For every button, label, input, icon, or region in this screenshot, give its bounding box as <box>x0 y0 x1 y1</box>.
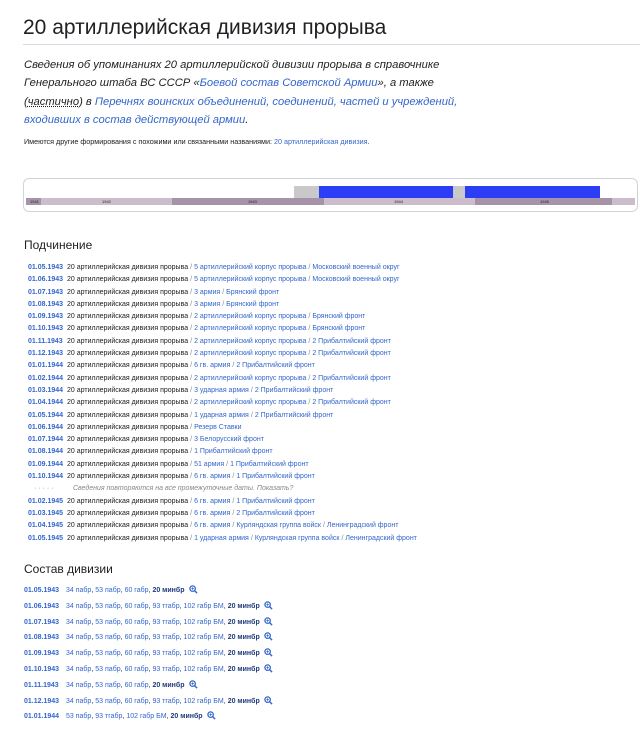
subordination-path-link[interactable]: 6 гв. армия <box>194 522 231 530</box>
division-name: 20 артиллерийская дивизия прорыва <box>67 522 189 530</box>
unit-link[interactable]: 20 минбр <box>227 634 260 642</box>
division-name: 20 артиллерийская дивизия прорыва <box>67 436 189 444</box>
unit-link[interactable]: 60 габр <box>124 665 149 673</box>
path-separator: / <box>190 386 193 394</box>
subordination-date-link[interactable]: 01.03.1945 <box>28 509 64 517</box>
unit-separator: , <box>148 650 151 658</box>
subordination-row <box>28 446 628 458</box>
subordination-row <box>28 323 628 335</box>
path-separator: / <box>190 288 193 296</box>
unit-separator: , <box>179 650 182 658</box>
subordination-date-link[interactable]: 01.04.1945 <box>28 522 64 530</box>
path-separator: / <box>322 522 325 530</box>
path-separator: / <box>232 497 235 505</box>
composition-row <box>24 599 624 615</box>
path-separator: / <box>232 522 235 530</box>
subordination-path-link[interactable]: Ленинградский фронт <box>345 534 417 542</box>
subordination-row <box>28 336 628 348</box>
unit-separator: , <box>179 618 182 626</box>
path-separator: / <box>222 300 225 308</box>
path-separator: / <box>308 313 311 321</box>
subordination-row <box>28 434 628 446</box>
unit-link[interactable]: 53 пабр <box>95 634 121 642</box>
unit-separator: , <box>148 618 151 626</box>
path-separator: / <box>308 325 311 333</box>
related-formations-note <box>24 137 370 146</box>
unit-separator: , <box>166 713 169 721</box>
subordination-date-link[interactable]: 01.11.1943 <box>28 337 63 345</box>
subordination-path-link[interactable]: Московский военный округ <box>312 264 400 271</box>
subordination-date-link[interactable]: 01.05.1943 <box>28 264 64 271</box>
unit-separator: , <box>179 697 182 705</box>
timeline-year-label: 1943 <box>248 199 257 204</box>
unit-separator: , <box>179 634 182 642</box>
subordination-date-link[interactable]: 01.10.1944 <box>28 473 64 481</box>
division-name: 20 артиллерийская дивизия прорыва <box>67 276 189 284</box>
subordination-path-link[interactable]: Брянский фронт <box>226 300 280 308</box>
related-note-text: Имеются другие формирования с похожими или связанными названиями: <box>24 137 274 146</box>
unit-link[interactable]: 53 пабр <box>66 713 92 721</box>
division-name: 20 артиллерийская дивизия прорыва <box>67 534 189 542</box>
composition-date-link[interactable]: 01.09.1943 <box>24 650 60 658</box>
division-name: 20 артиллерийская дивизия прорыва <box>67 288 189 296</box>
path-separator: / <box>232 362 235 370</box>
unit-link[interactable]: 93 тгабр <box>152 650 180 658</box>
unit-link[interactable]: 20 минбр <box>227 650 260 658</box>
division-name: 20 артиллерийская дивизия прорыва <box>67 411 189 419</box>
subordination-path-link[interactable]: Ленинградский фронт <box>326 522 399 530</box>
zoom-icon[interactable] <box>264 664 273 673</box>
subordination-row <box>28 373 628 385</box>
unit-separator: , <box>91 587 94 594</box>
subordination-row <box>28 520 628 532</box>
subordination-path-link[interactable]: 1 Прибалтийский фронт <box>236 497 315 505</box>
timeline-inactive-segment <box>294 186 319 198</box>
subordination-path-link[interactable]: 1 ударная армия <box>194 534 249 542</box>
unit-separator: , <box>120 665 123 673</box>
subordination-path-link[interactable]: 2 Прибалтийский фронт <box>236 509 315 517</box>
subordination-path-link[interactable]: Резерв Ставки <box>194 423 242 431</box>
composition-date-link[interactable]: 01.01.1944 <box>24 713 60 721</box>
subordination-row <box>28 348 628 360</box>
unit-separator: , <box>120 602 123 610</box>
unit-separator: , <box>179 665 182 673</box>
unit-link[interactable]: 102 габр БМ <box>126 713 167 721</box>
division-name: 20 артиллерийская дивизия прорыва <box>67 399 189 407</box>
unit-link[interactable]: 102 габр БМ <box>183 634 224 642</box>
path-separator: / <box>190 509 193 517</box>
path-separator: / <box>190 522 193 530</box>
division-name: 20 артиллерийская дивизия прорыва <box>67 423 189 431</box>
unit-link[interactable]: 102 габр БМ <box>183 697 224 705</box>
intro-text-1: Сведения об упоминаниях 20 артиллерийской дивизии прорыва в справочнике Генерального штаба ВС СССР « <box>24 59 440 90</box>
subordination-date-link[interactable]: 01.08.1943 <box>28 300 64 308</box>
path-separator: / <box>232 473 235 481</box>
zoom-icon[interactable] <box>207 711 216 720</box>
path-separator: / <box>250 386 253 394</box>
subordination-path-link[interactable]: 2 Прибалтийский фронт <box>312 350 391 358</box>
zoom-icon[interactable] <box>189 680 198 689</box>
path-separator: / <box>190 497 193 505</box>
division-name: 20 артиллерийская дивизия прорыва <box>67 473 189 481</box>
path-separator: / <box>308 337 311 345</box>
path-separator: / <box>190 399 193 407</box>
unit-separator: , <box>179 602 182 610</box>
subordination-path-link[interactable]: 2 Прибалтийский фронт <box>312 399 391 407</box>
zoom-icon[interactable] <box>264 696 273 705</box>
path-separator: / <box>190 534 193 542</box>
subordination-path-link[interactable]: 51 армия <box>194 460 225 468</box>
timeline-inactive-gap <box>453 186 465 198</box>
division-name: 20 артиллерийская дивизия прорыва <box>67 325 189 333</box>
subordination-path-link[interactable]: 2 Прибалтийский фронт <box>254 386 334 394</box>
subordination-path-link[interactable]: 2 Прибалтийский фронт <box>254 411 334 419</box>
path-separator: / <box>190 276 193 284</box>
subordination-path-link[interactable]: 5 артиллерийский корпус прорыва <box>194 276 307 284</box>
unit-separator: , <box>120 650 123 658</box>
partial-note[interactable]: частично <box>27 95 80 108</box>
subordination-row <box>28 410 628 422</box>
division-name: 20 артиллерийская дивизия прорыва <box>67 374 189 382</box>
composition-date-link[interactable]: 01.07.1943 <box>24 618 60 626</box>
unit-link[interactable]: 34 пабр <box>66 618 92 626</box>
timeline-year-label: 1945 <box>540 199 549 204</box>
subordination-path-link[interactable]: 2 артиллерийский корпус прорыва <box>194 325 307 333</box>
timeline-year-label: 1941 <box>30 199 39 204</box>
subordination-path-link[interactable]: Курляндская группа войск <box>254 534 340 542</box>
page-title: 20 артиллерийская дивизия прорыва <box>23 16 387 39</box>
path-separator: / <box>190 448 193 456</box>
unit-link[interactable]: 20 минбр <box>170 713 203 721</box>
subordination-row <box>28 471 628 483</box>
unit-separator: , <box>223 618 226 626</box>
unit-link[interactable]: 93 тгабр <box>152 634 180 642</box>
unit-link[interactable]: 34 пабр <box>66 634 92 642</box>
subordination-row <box>28 360 628 372</box>
subordination-date-link[interactable]: 01.03.1944 <box>28 386 64 394</box>
unit-separator: , <box>122 713 125 721</box>
path-separator: / <box>190 264 193 271</box>
composition-row <box>24 694 624 710</box>
unit-link[interactable]: 53 пабр <box>95 681 121 689</box>
unit-link[interactable]: 20 минбр <box>152 587 185 594</box>
composition-date-link[interactable]: 01.10.1943 <box>24 665 60 673</box>
unit-link[interactable]: 53 пабр <box>95 697 121 705</box>
unit-link[interactable]: 60 габр <box>124 681 149 689</box>
unit-link[interactable]: 34 пабр <box>66 697 92 705</box>
subordination-date-link[interactable]: 01.02.1944 <box>28 374 64 382</box>
composition-row <box>24 630 624 646</box>
zoom-icon[interactable] <box>264 601 273 610</box>
composition-row <box>24 678 624 694</box>
subordination-date-link[interactable]: 01.12.1943 <box>28 350 64 358</box>
unit-link[interactable]: 60 габр <box>124 650 149 658</box>
unit-separator: , <box>148 665 151 673</box>
unit-separator: , <box>148 634 151 642</box>
army-lists-link[interactable]: Перечнях воинских объединений, соединений, частей и учреждений, входивших в состав действующей армии <box>24 95 458 126</box>
zoom-icon[interactable] <box>189 585 198 594</box>
subordination-date-link[interactable]: 01.05.1945 <box>28 534 64 542</box>
subordination-date-link[interactable]: 01.02.1945 <box>28 497 64 505</box>
subordination-path-link[interactable]: 3 армия <box>194 288 221 296</box>
subordination-path-link[interactable]: 2 артиллерийский корпус прорыва <box>194 399 307 407</box>
unit-separator: , <box>223 602 226 610</box>
path-separator: / <box>190 411 193 419</box>
composition-date-link[interactable]: 01.06.1943 <box>24 602 60 610</box>
division-name: 20 артиллерийская дивизия прорыва <box>67 350 189 358</box>
related-formation-link[interactable]: 20 артиллерийская дивизия <box>273 137 368 146</box>
composition-row <box>24 662 624 678</box>
subordination-row <box>28 533 628 545</box>
unit-separator: , <box>91 681 94 689</box>
unit-link[interactable]: 20 минбр <box>227 697 260 705</box>
intro-text <box>24 56 464 129</box>
path-separator: / <box>308 399 311 407</box>
subordination-row <box>28 311 628 323</box>
unit-link[interactable]: 20 минбр <box>227 618 260 626</box>
unit-separator: , <box>120 697 123 705</box>
unit-link[interactable]: 102 габр БМ <box>183 618 224 626</box>
path-separator: / <box>308 350 311 358</box>
subordination-row <box>28 274 628 286</box>
unit-link[interactable]: 102 габр БМ <box>183 665 224 673</box>
path-separator: / <box>250 411 253 419</box>
subordination-path-link[interactable]: 1 Прибалтийский фронт <box>236 473 315 481</box>
unit-link[interactable]: 20 минбр <box>227 602 260 610</box>
subordination-path-link[interactable]: 1 Прибалтийский фронт <box>194 448 273 456</box>
unit-link[interactable]: 93 тгабр <box>95 713 123 721</box>
unit-separator: , <box>91 634 94 642</box>
composition-date-link[interactable]: 01.12.1943 <box>24 697 60 705</box>
service-timeline[interactable] <box>23 178 638 212</box>
combat-composition-link[interactable]: Боевой состав Советской Армии <box>199 77 378 90</box>
subordination-date-link[interactable]: 01.04.1944 <box>28 399 64 407</box>
subordination-path-link[interactable]: 3 армия <box>194 300 221 308</box>
composition-row <box>24 583 624 599</box>
unit-separator: , <box>120 634 123 642</box>
subordination-list <box>28 262 628 545</box>
unit-separator: , <box>91 697 94 705</box>
division-name: 20 артиллерийская дивизия прорыва <box>67 300 189 308</box>
unit-separator: , <box>148 602 151 610</box>
subordination-path-link[interactable]: Курляндская группа войск <box>236 522 321 530</box>
subordination-date-link[interactable]: 01.06.1943 <box>28 276 64 284</box>
path-separator: / <box>232 509 235 517</box>
unit-link[interactable]: 93 тгабр <box>152 697 180 705</box>
unit-link[interactable]: 53 пабр <box>95 587 121 594</box>
unit-separator: , <box>223 665 226 673</box>
subordination-date-link[interactable]: 01.08.1944 <box>28 448 64 456</box>
timeline-active-segment-2[interactable] <box>465 186 600 198</box>
unit-link[interactable]: 53 пабр <box>95 650 121 658</box>
composition-heading: Состав дивизии <box>24 562 113 576</box>
subordination-row <box>28 496 628 508</box>
subordination-path-link[interactable]: 1 ударная армия <box>194 411 249 419</box>
intro-text-3: ) в <box>79 95 95 108</box>
unit-link[interactable]: 102 габр БМ <box>183 650 224 658</box>
division-name: 20 артиллерийская дивизия прорыва <box>67 497 189 505</box>
path-separator: / <box>190 473 193 481</box>
unit-separator: , <box>148 587 151 594</box>
unit-separator: , <box>120 681 123 689</box>
subordination-path-link[interactable]: 2 Прибалтийский фронт <box>312 337 391 345</box>
composition-date-link[interactable]: 01.11.1943 <box>24 681 59 689</box>
division-name: 20 артиллерийская дивизия прорыва <box>67 460 189 468</box>
path-separator: / <box>190 423 193 431</box>
path-separator: / <box>190 436 193 444</box>
unit-separator: , <box>120 587 123 594</box>
unit-link[interactable]: 60 габр <box>124 602 149 610</box>
unit-separator: , <box>91 713 94 721</box>
unit-link[interactable]: 60 габр <box>124 618 149 626</box>
path-separator: / <box>190 350 193 358</box>
timeline-year-label: 1942 <box>102 199 111 204</box>
subordination-date-link[interactable]: 01.09.1943 <box>28 313 64 321</box>
unit-link[interactable]: 34 пабр <box>66 681 92 689</box>
path-separator: / <box>341 534 344 542</box>
path-separator: / <box>222 288 225 296</box>
intro-text-4: . <box>245 113 249 126</box>
subordination-path-link[interactable]: 2 артиллерийский корпус прорыва <box>194 350 307 358</box>
division-name: 20 артиллерийская дивизия прорыва <box>67 264 189 271</box>
title-divider <box>23 44 640 45</box>
subordination-path-link[interactable]: 2 артиллерийский корпус прорыва <box>194 313 307 321</box>
path-separator: / <box>226 460 229 468</box>
division-name: 20 артиллерийская дивизия прорыва <box>67 509 189 517</box>
subordination-date-link[interactable]: 01.01.1944 <box>28 362 64 370</box>
unit-link[interactable]: 34 пабр <box>66 665 92 673</box>
unit-link[interactable]: 20 минбр <box>152 681 185 689</box>
path-separator: / <box>190 337 193 345</box>
zoom-icon[interactable] <box>264 648 273 657</box>
subordination-path-link[interactable]: 3 ударная армия <box>194 386 249 394</box>
path-separator: / <box>308 276 311 284</box>
subordination-path-link[interactable]: 1 Прибалтийский фронт <box>230 460 309 468</box>
division-name: 20 артиллерийская дивизия прорыва <box>67 337 189 345</box>
unit-link[interactable]: 60 габр <box>124 587 149 594</box>
unit-separator: , <box>223 650 226 658</box>
subordination-path-link[interactable]: 6 гв. армия <box>194 473 231 481</box>
subordination-path-link[interactable]: Брянский фронт <box>226 288 280 296</box>
subordination-row <box>28 459 628 471</box>
subordination-date-link[interactable]: 01.07.1943 <box>28 288 64 296</box>
subordination-date-link[interactable]: 01.06.1944 <box>28 423 64 431</box>
collapsed-dots: · · · · · <box>34 485 54 493</box>
path-separator: / <box>190 325 193 333</box>
division-name: 20 артиллерийская дивизия прорыва <box>67 386 189 394</box>
subordination-row <box>28 299 628 311</box>
subordination-row <box>28 508 628 520</box>
subordination-row <box>28 397 628 409</box>
subordination-path-link[interactable]: 6 гв. армия <box>194 497 231 505</box>
path-separator: / <box>308 264 311 271</box>
unit-link[interactable]: 93 тгабр <box>152 602 180 610</box>
subordination-path-link[interactable]: 2 Прибалтийский фронт <box>236 362 315 370</box>
related-note-tail: . <box>367 137 370 146</box>
intro-text-2: », а также ( <box>24 77 434 108</box>
subordination-path-link[interactable]: Московский военный округ <box>312 276 400 284</box>
subordination-row <box>28 287 628 299</box>
division-name: 20 артиллерийская дивизия прорыва <box>67 362 189 370</box>
zoom-icon[interactable] <box>264 617 273 626</box>
unit-link[interactable]: 93 тгабр <box>152 618 180 626</box>
unit-link[interactable]: 60 габр <box>124 634 149 642</box>
unit-link[interactable]: 102 габр БМ <box>183 602 224 610</box>
timeline-year-label: 1944 <box>394 199 403 204</box>
unit-link[interactable]: 53 пабр <box>95 665 121 673</box>
zoom-icon[interactable] <box>264 632 273 641</box>
unit-separator: , <box>91 665 94 673</box>
unit-link[interactable]: 53 пабр <box>95 618 121 626</box>
timeline-active-segment-1[interactable] <box>319 186 453 198</box>
subordination-path-link[interactable]: 2 артиллерийский корпус прорыва <box>194 337 307 345</box>
subordination-date-link[interactable]: 01.09.1944 <box>28 460 64 468</box>
composition-row <box>24 646 624 662</box>
unit-separator: , <box>223 697 226 705</box>
subordination-heading: Подчинение <box>24 238 93 252</box>
path-separator: / <box>190 374 193 382</box>
unit-separator: , <box>91 618 94 626</box>
unit-separator: , <box>91 650 94 658</box>
division-name: 20 артиллерийская дивизия прорыва <box>67 448 189 456</box>
subordination-path-link[interactable]: Брянский фронт <box>312 325 366 333</box>
unit-link[interactable]: 60 габр <box>124 697 149 705</box>
path-separator: / <box>190 460 193 468</box>
unit-link[interactable]: 34 пабр <box>66 650 92 658</box>
unit-separator: , <box>148 697 151 705</box>
unit-separator: , <box>120 618 123 626</box>
unit-link[interactable]: 34 пабр <box>66 587 92 594</box>
path-separator: / <box>250 534 253 542</box>
path-separator: / <box>190 313 193 321</box>
subordination-row <box>28 262 628 274</box>
composition-row <box>24 709 624 725</box>
subordination-path-link[interactable]: Брянский фронт <box>312 313 366 321</box>
composition-date-link[interactable]: 01.08.1943 <box>24 634 60 642</box>
subordination-date-link[interactable]: 01.10.1943 <box>28 325 64 333</box>
composition-date-link[interactable]: 01.05.1943 <box>24 587 60 594</box>
subordination-row <box>28 385 628 397</box>
path-separator: / <box>308 374 311 382</box>
subordination-date-link[interactable]: 01.07.1944 <box>28 436 64 444</box>
unit-separator: , <box>91 602 94 610</box>
unit-link[interactable]: 34 пабр <box>66 602 92 610</box>
path-separator: / <box>190 300 193 308</box>
subordination-path-link[interactable]: 2 Прибалтийский фронт <box>312 374 391 382</box>
division-name: 20 артиллерийская дивизия прорыва <box>67 313 189 321</box>
collapsed-dates-row[interactable] <box>28 483 628 495</box>
subordination-date-link[interactable]: 01.05.1944 <box>28 411 64 419</box>
unit-link[interactable]: 93 тгабр <box>152 665 180 673</box>
composition-row <box>24 615 624 631</box>
unit-link[interactable]: 53 пабр <box>95 602 121 610</box>
path-separator: / <box>190 362 193 370</box>
show-intermediate-dates-link[interactable]: Сведения повторяются на все промежуточные даты. Показать? <box>73 485 294 493</box>
subordination-path-link[interactable]: 2 артиллерийский корпус прорыва <box>194 374 307 382</box>
subordination-row <box>28 422 628 434</box>
composition-list <box>24 583 624 725</box>
subordination-path-link[interactable]: 3 Белорусский фронт <box>194 436 264 444</box>
subordination-path-link[interactable]: 5 артиллерийский корпус прорыва <box>194 264 307 271</box>
unit-link[interactable]: 20 минбр <box>227 665 260 673</box>
subordination-path-link[interactable]: 6 гв. армия <box>194 362 231 370</box>
subordination-path-link[interactable]: 6 гв. армия <box>194 509 231 517</box>
unit-separator: , <box>223 634 226 642</box>
unit-separator: , <box>148 681 151 689</box>
